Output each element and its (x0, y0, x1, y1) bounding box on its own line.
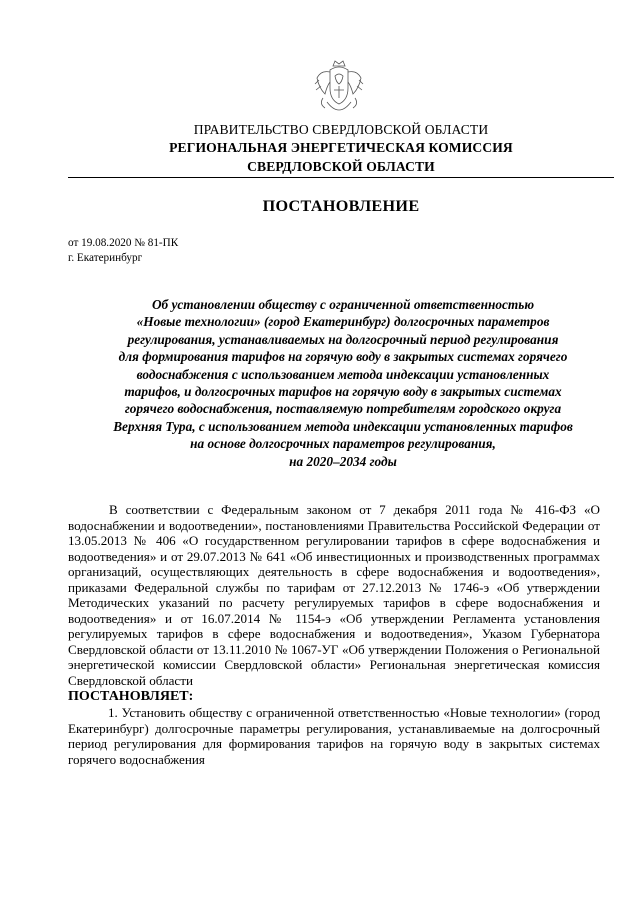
title-line: Верхняя Тура, с использованием метода индексации установленных тарифов (113, 418, 573, 434)
title-line: для формирования тарифов на горячую воду в закрытых системах горячего (118, 349, 568, 365)
title-line: на основе долгосрочных параметров регулирования, (190, 436, 496, 452)
title-line: тарифов, и долгосрочных тарифов на горячую воду в закрытых системах (124, 384, 562, 400)
title-line: горячего водоснабжения, поставляемую потребителям городского округа (124, 401, 562, 417)
coat-of-arms-emblem (313, 58, 365, 114)
title-line: регулирования, устанавливаемых на долгосрочный период регулирования (127, 331, 559, 347)
header-commission: РЕГИОНАЛЬНАЯ ЭНЕРГЕТИЧЕСКАЯ КОМИССИЯ (169, 140, 513, 155)
document-city: г. Екатеринбург (68, 252, 143, 264)
header-government: ПРАВИТЕЛЬСТВО СВЕРДЛОВСКОЙ ОБЛАСТИ (193, 122, 489, 137)
item-1-paragraph: 1. Установить обществу с ограниченной ответственностью «Новые технологии» (город Екатеринбург) долгосрочные параметры регулирования, устанавливаемые на долгосрочный период регулирования для формирования тарифов на горячую воду в закрытых системах горячего водоснабжения (68, 705, 600, 767)
document-type-title: ПОСТАНОВЛЕНИЕ (262, 197, 420, 215)
header-divider (68, 177, 614, 178)
title-line: «Новые технологии» (город Екатеринбург) долгосрочных параметров (136, 314, 550, 330)
header-region: СВЕРДЛОВСКОЙ ОБЛАСТИ (247, 159, 435, 174)
resolution-title (70, 296, 616, 470)
document-date-number: от 19.08.2020 № 81-ПК (68, 237, 179, 249)
resolve-heading: ПОСТАНОВЛЯЕТ: (68, 689, 194, 704)
title-line: водоснабжения с использованием метода индексации установленных (136, 366, 550, 382)
document-body (68, 502, 600, 767)
title-line: Об установлении обществу с ограниченной ответственностью (151, 297, 535, 312)
title-line: на 2020–2034 годы (289, 453, 397, 469)
preamble-paragraph: В соответствии с Федеральным законом от 7 декабря 2011 года № 416-ФЗ «О водоснабжении и водоотведении», постановлениями Правительства Российской Федерации от 13.05.2013 № 406 «О государственном регулировании тарифов в сфере водоснабжения и водоотведения» и от 29.07.2013 № 641 «Об инвестиционных и производственных программах организаций, осуществляющих деятельность в сфере водоснабжения и водоотведения», приказами Федеральной службы по тарифам от 27.12.2013 № 1746-э «Об утверждении Методических указаний по расчету регулируемых тарифов в сфере водоснабжения и водоотведения» и от 16.07.2014 № 1154-э «Об утверждении Регламента установления регулируемых тарифов в сфере водоснабжения и водоотведения», Указом Губернатора Свердловской области от 13.11.2010 № 1067-УГ «Об утверждении Положения о Региональной энергетической комиссии Свердловской области» Региональная энергетическая комиссия Свердловской области (68, 502, 600, 688)
